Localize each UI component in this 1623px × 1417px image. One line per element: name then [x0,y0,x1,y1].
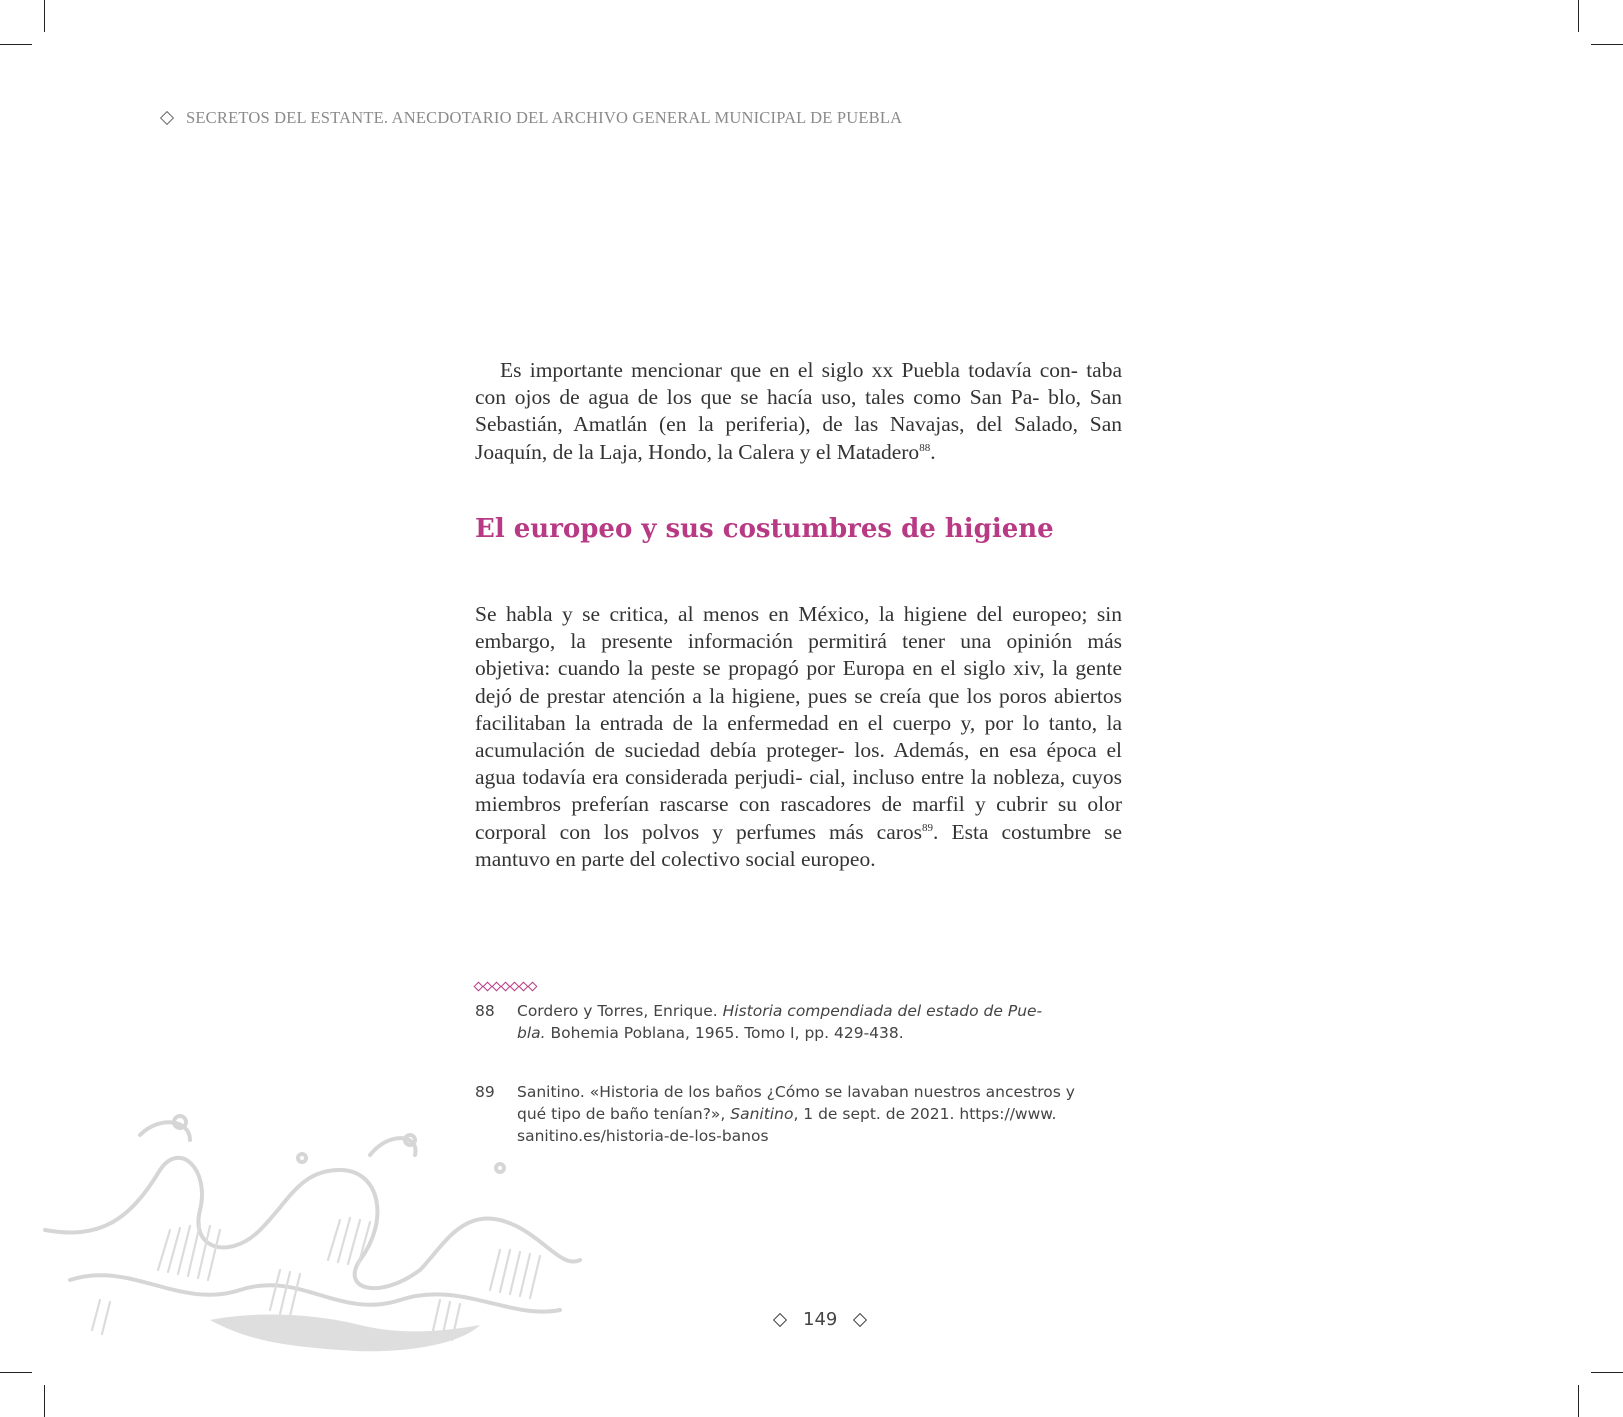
wave-ornament [40,1110,600,1370]
text-line: . Esta costumbre se mantuvo en parte del [475,819,1122,871]
crop-mark [0,44,32,45]
text-line: Es importante mencionar que en el siglo xx Puebla todavía con- [500,358,1078,382]
footnote-title: Sanitino [730,1105,794,1123]
diamond-icon [773,1312,787,1326]
page-number [775,1309,865,1330]
footnote-ref-89[interactable]: 89 [922,821,934,834]
crop-mark [44,1385,45,1417]
footnote-number: 89 [475,1083,495,1101]
crop-mark [1578,1385,1579,1417]
text-line: cuerpo y, por lo tanto, la acumulación de suciedad debía proteger- [475,710,1122,763]
text-line: los. Además, en esa época el agua todavía era considerada perjudi- [475,738,1122,790]
footnote-text: , 1 de sept. de 2021. https://www. [793,1105,1057,1123]
footnote-ref-88[interactable]: 88 [919,441,931,454]
text-line: y perfumes más caros [712,819,923,844]
text-line-end: . [930,439,936,464]
section-heading: El europeo y sus costumbres de higiene [475,514,1054,544]
crop-mark [1591,44,1623,45]
footnote-text: Cordero y Torres, Enrique. [517,1002,723,1020]
crop-mark [0,1372,32,1373]
footnote-text: Sanitino. «Historia de los baños ¿Cómo se lavaban nuestros ancestros y [517,1083,1075,1101]
crop-mark [1578,0,1579,32]
footnote-text: Bohemia Poblana, 1965. Tomo I, pp. 429-438. [545,1024,904,1042]
text-line: Salado, San Joaquín, de la Laja, Hondo, la Calera y el Matadero [475,412,1122,464]
running-title: SECRETOS DEL ESTANTE. ANECDOTARIO DEL ARCHIVO GENERAL MUNICIPAL DE PUEBLA [186,108,903,127]
page-number-value: 149 [803,1309,838,1330]
diamond-icon [160,111,174,125]
crop-mark [1591,1372,1623,1373]
footnote-divider [475,983,536,990]
footnote-url[interactable]: sanitino.es/historia-de-los-banos [517,1127,769,1145]
text-line: blo, San Sebastián, Amatlán (en la periferia), de las Navajas, del [475,385,1123,437]
text-line: más objetiva: cuando la peste se propagó por Europa en el siglo [475,629,1123,681]
text-line: los poros abiertos facilitaban la entrada de la enfermedad en el [475,683,1122,735]
text-line: taba con ojos de agua de los que se hacía uso, tales como San Pa- [475,358,1123,410]
text-line: sin embargo, la presente información permitirá tener una opinión [475,602,1123,654]
paragraph-european-hygiene [475,601,1122,873]
text-line: cial, incluso entre la nobleza, cuyos miembros preferían rascarse [475,765,1123,817]
paragraph-water-springs [475,357,1122,466]
text-line: xiv, la gente dejó de prestar atención a la higiene, pues se creía que [475,656,1122,708]
crop-mark [44,0,45,32]
diamond-icon [853,1312,867,1326]
footnote-number: 88 [475,1002,495,1020]
footnote-title: Historia compendiada del estado de Pue- [722,1002,1043,1020]
footnote-text: qué tipo de baño tenían?», [517,1105,731,1123]
text-line: con rascadores de marfil y cubrir su olor corporal con los polvos [475,792,1123,844]
text-line: colectivo social europeo. [661,846,876,871]
text-line: Se habla y se critica, al menos en México, la higiene del europeo; [475,602,1088,626]
footnote-title: bla. [517,1024,546,1042]
running-header [162,108,902,128]
diamond-icon [528,982,538,992]
footnote-88 [475,1000,1125,1044]
